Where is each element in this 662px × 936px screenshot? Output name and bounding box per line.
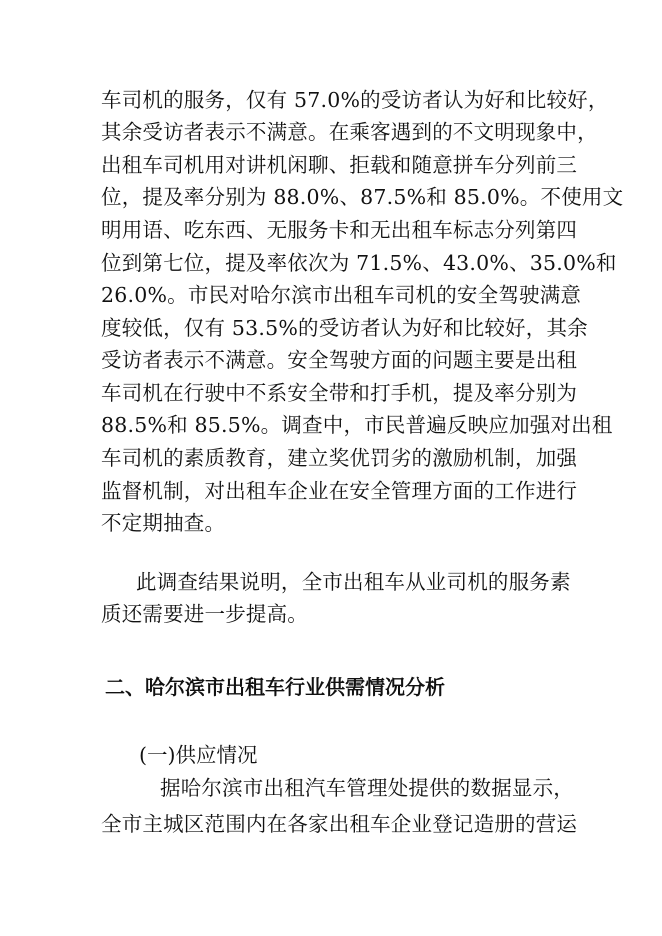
- subsection-heading: (一)供应情况: [139, 743, 258, 767]
- body-text-line: 车司机的素质教育，建立奖优罚劣的激励机制，加强: [101, 446, 578, 470]
- body-text-line: 全市主城区范围内在各家出租车企业登记造册的营运: [101, 812, 578, 836]
- body-text-line: 车司机的服务，仅有 57.0%的受访者认为好和比较好，: [101, 88, 609, 112]
- section-heading: 二、哈尔滨市出租车行业供需情况分析: [105, 675, 445, 699]
- body-text-line: 出租车司机用对讲机闲聊、拒载和随意拼车分列前三: [101, 153, 578, 177]
- body-text-line: 度较低，仅有 53.5%的受访者认为好和比较好，其余: [101, 316, 588, 340]
- body-text-line: 不定期抽查。: [101, 511, 226, 535]
- body-text-line: 位到第七位，提及率依次为 71.5%、43.0%、35.0%和: [101, 251, 617, 275]
- body-text-line: 受访者表示不满意。安全驾驶方面的问题主要是出租: [101, 348, 578, 372]
- body-text-line: 其余受访者表示不满意。在乘客遇到的不文明现象中，: [101, 120, 598, 144]
- body-text-line: 明用语、吃东西、无服务卡和无出租车标志分列第四: [101, 218, 578, 242]
- body-text-line: 88.5%和 85.5%。调查中，市民普遍反映应加强对出租: [101, 413, 613, 437]
- body-text-line: 车司机在行驶中不系安全带和打手机，提及率分别为: [101, 381, 578, 405]
- body-text-line: 质还需要进一步提高。: [101, 602, 308, 626]
- body-text-line: 26.0%。市民对哈尔滨市出租车司机的安全驾驶满意: [101, 283, 582, 307]
- body-text-line: 位，提及率分别为 88.0%、87.5%和 85.0%。不使用文: [101, 185, 624, 209]
- body-text-line: 此调查结果说明，全市出租车从业司机的服务素: [136, 570, 571, 594]
- body-text-line: 据哈尔滨市出租汽车管理处提供的数据显示，: [160, 776, 574, 800]
- body-text-line: 监督机制，对出租车企业在安全管理方面的工作进行: [101, 479, 578, 503]
